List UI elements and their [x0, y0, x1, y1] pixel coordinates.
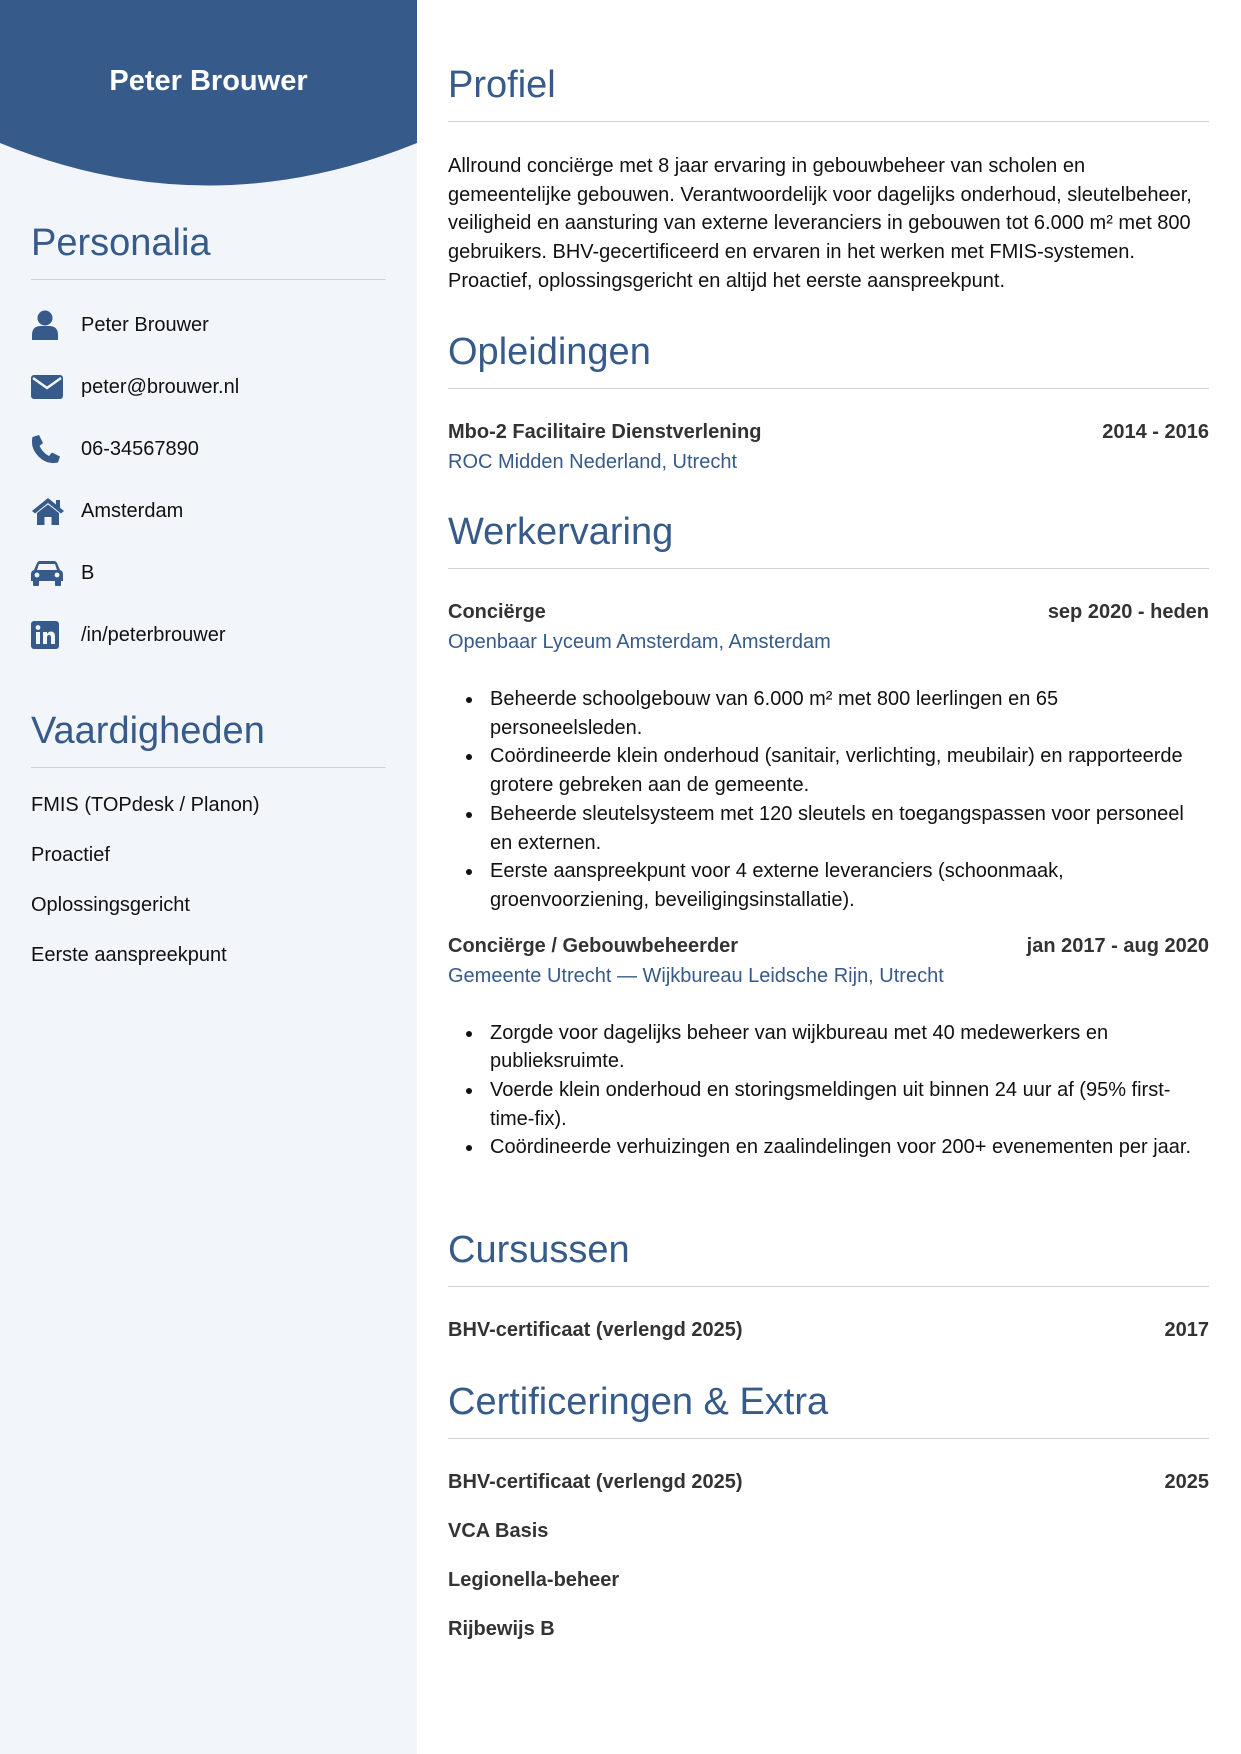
contact-list [31, 310, 386, 650]
job-item [448, 935, 1209, 1163]
certification-item [448, 1471, 1209, 1494]
course-date: 2017 [1164, 1319, 1209, 1341]
education-heading: Opleidingen [448, 331, 1209, 389]
education-date: 2014 - 2016 [1102, 421, 1209, 443]
skills-list [31, 794, 386, 968]
contact-email[interactable] [31, 372, 386, 402]
contact-license [31, 558, 386, 588]
job-employer: Gemeente Utrecht — Wijkbureau Leidsche Rijn, Utrecht [448, 964, 944, 987]
experience-heading: Werkervaring [448, 511, 1209, 569]
job-item [448, 601, 1209, 915]
list-item: Coördineerde verhuizingen en zaalindelingen voor 200+ evenementen per jaar. [464, 1133, 1209, 1162]
header-curve-shape [0, 0, 417, 200]
courses-heading: Cursussen [448, 1229, 1209, 1287]
contact-linkedin[interactable] [31, 620, 386, 650]
contact-linkedin-text[interactable]: /in/peterbrouwer [81, 623, 226, 646]
job-bullets [464, 1019, 1209, 1163]
sidebar [0, 0, 417, 1754]
skill-item: FMIS (TOPdesk / Planon) [31, 794, 260, 816]
certification-date: 2025 [1164, 1471, 1209, 1493]
list-item: Coördineerde klein onderhoud (sanitair, verlichting, meubilair) en rapporteerde grotere gebreken aan de gemeente. [464, 742, 1209, 799]
job-title: Conciërge / Gebouwbeheerder [448, 934, 739, 957]
education-title: Mbo-2 Facilitaire Dienstverlening [448, 421, 762, 443]
envelope-icon [31, 372, 65, 402]
list-item: Voerde klein onderhoud en storingsmeldingen uit binnen 24 uur af (95% first-time-fix). [464, 1076, 1209, 1133]
skill-item: Proactief [31, 844, 110, 866]
skill-item: Eerste aanspreekpunt [31, 944, 227, 966]
phone-icon [31, 434, 65, 464]
contact-license-text: B [81, 561, 95, 584]
skills-section [31, 710, 386, 968]
profile-text: Allround conciërge met 8 jaar ervaring in gebouwbeheer van scholen en gemeentelijke gebouwen. Verantwoordelijk voor dagelijks onderhoud, sleutelbeheer, veiligheid en aansturing van externe leveranciers in gebouwen tot 6.000 m² met 800 gebruikers. BHV-gecertificeerd en ervaren in het werken met FMIS-systemen. Proactief, oplossingsgericht en altijd het eerste aanspreekpunt. [448, 155, 1192, 292]
list-item: Eerste aanspreekpunt voor 4 externe leveranciers (schoonmaak, groenvoorziening, beveiligingsinstallatie). [464, 857, 1209, 914]
contact-name-text: Peter Brouwer [81, 313, 209, 336]
contact-location-text: Amsterdam [81, 499, 184, 522]
certification-title: VCA Basis [448, 1520, 549, 1542]
education-section [448, 331, 1209, 474]
linkedin-icon [31, 620, 65, 650]
candidate-name: Peter Brouwer [109, 65, 308, 97]
education-item [448, 421, 1209, 474]
course-title: BHV-certificaat (verlengd 2025) [448, 1319, 743, 1341]
profile-section [448, 64, 1209, 296]
personalia-section [31, 222, 386, 650]
profile-heading: Profiel [448, 64, 1209, 122]
sidebar-header [0, 0, 417, 200]
home-icon [31, 496, 65, 526]
certification-title: BHV-certificaat (verlengd 2025) [448, 1471, 743, 1493]
skills-heading: Vaardigheden [31, 710, 386, 768]
job-bullets [464, 685, 1209, 915]
job-date: sep 2020 - heden [1047, 601, 1209, 623]
education-institution: ROC Midden Nederland, Utrecht [448, 451, 738, 473]
car-icon [31, 558, 65, 588]
contact-location [31, 496, 386, 526]
certifications-section [448, 1381, 1209, 1641]
personalia-heading: Personalia [31, 222, 386, 280]
list-item: Beheerde sleutelsysteem met 120 sleutels en toegangspassen voor personeel en externen. [464, 800, 1209, 857]
certification-title: Rijbewijs B [448, 1618, 555, 1640]
job-date: jan 2017 - aug 2020 [1026, 934, 1209, 957]
job-employer: Openbaar Lyceum Amsterdam, Amsterdam [448, 631, 831, 653]
skill-item: Oplossingsgericht [31, 894, 190, 916]
contact-name [31, 310, 386, 340]
contact-phone-text[interactable]: 06-34567890 [81, 437, 199, 460]
certification-title: Legionella-beheer [448, 1569, 620, 1591]
list-item: Beheerde schoolgebouw van 6.000 m² met 800 leerlingen en 65 personeelsleden. [464, 685, 1209, 742]
contact-phone[interactable] [31, 434, 386, 464]
user-icon [31, 310, 65, 340]
experience-section [448, 511, 1209, 1162]
courses-section [448, 1229, 1209, 1342]
course-item [448, 1319, 1209, 1342]
contact-email-text[interactable]: peter@brouwer.nl [81, 375, 240, 398]
certifications-heading: Certificeringen & Extra [448, 1381, 1209, 1439]
list-item: Zorgde voor dagelijks beheer van wijkbureau met 40 medewerkers en publieksruimte. [464, 1019, 1209, 1076]
job-title: Conciërge [448, 601, 546, 623]
